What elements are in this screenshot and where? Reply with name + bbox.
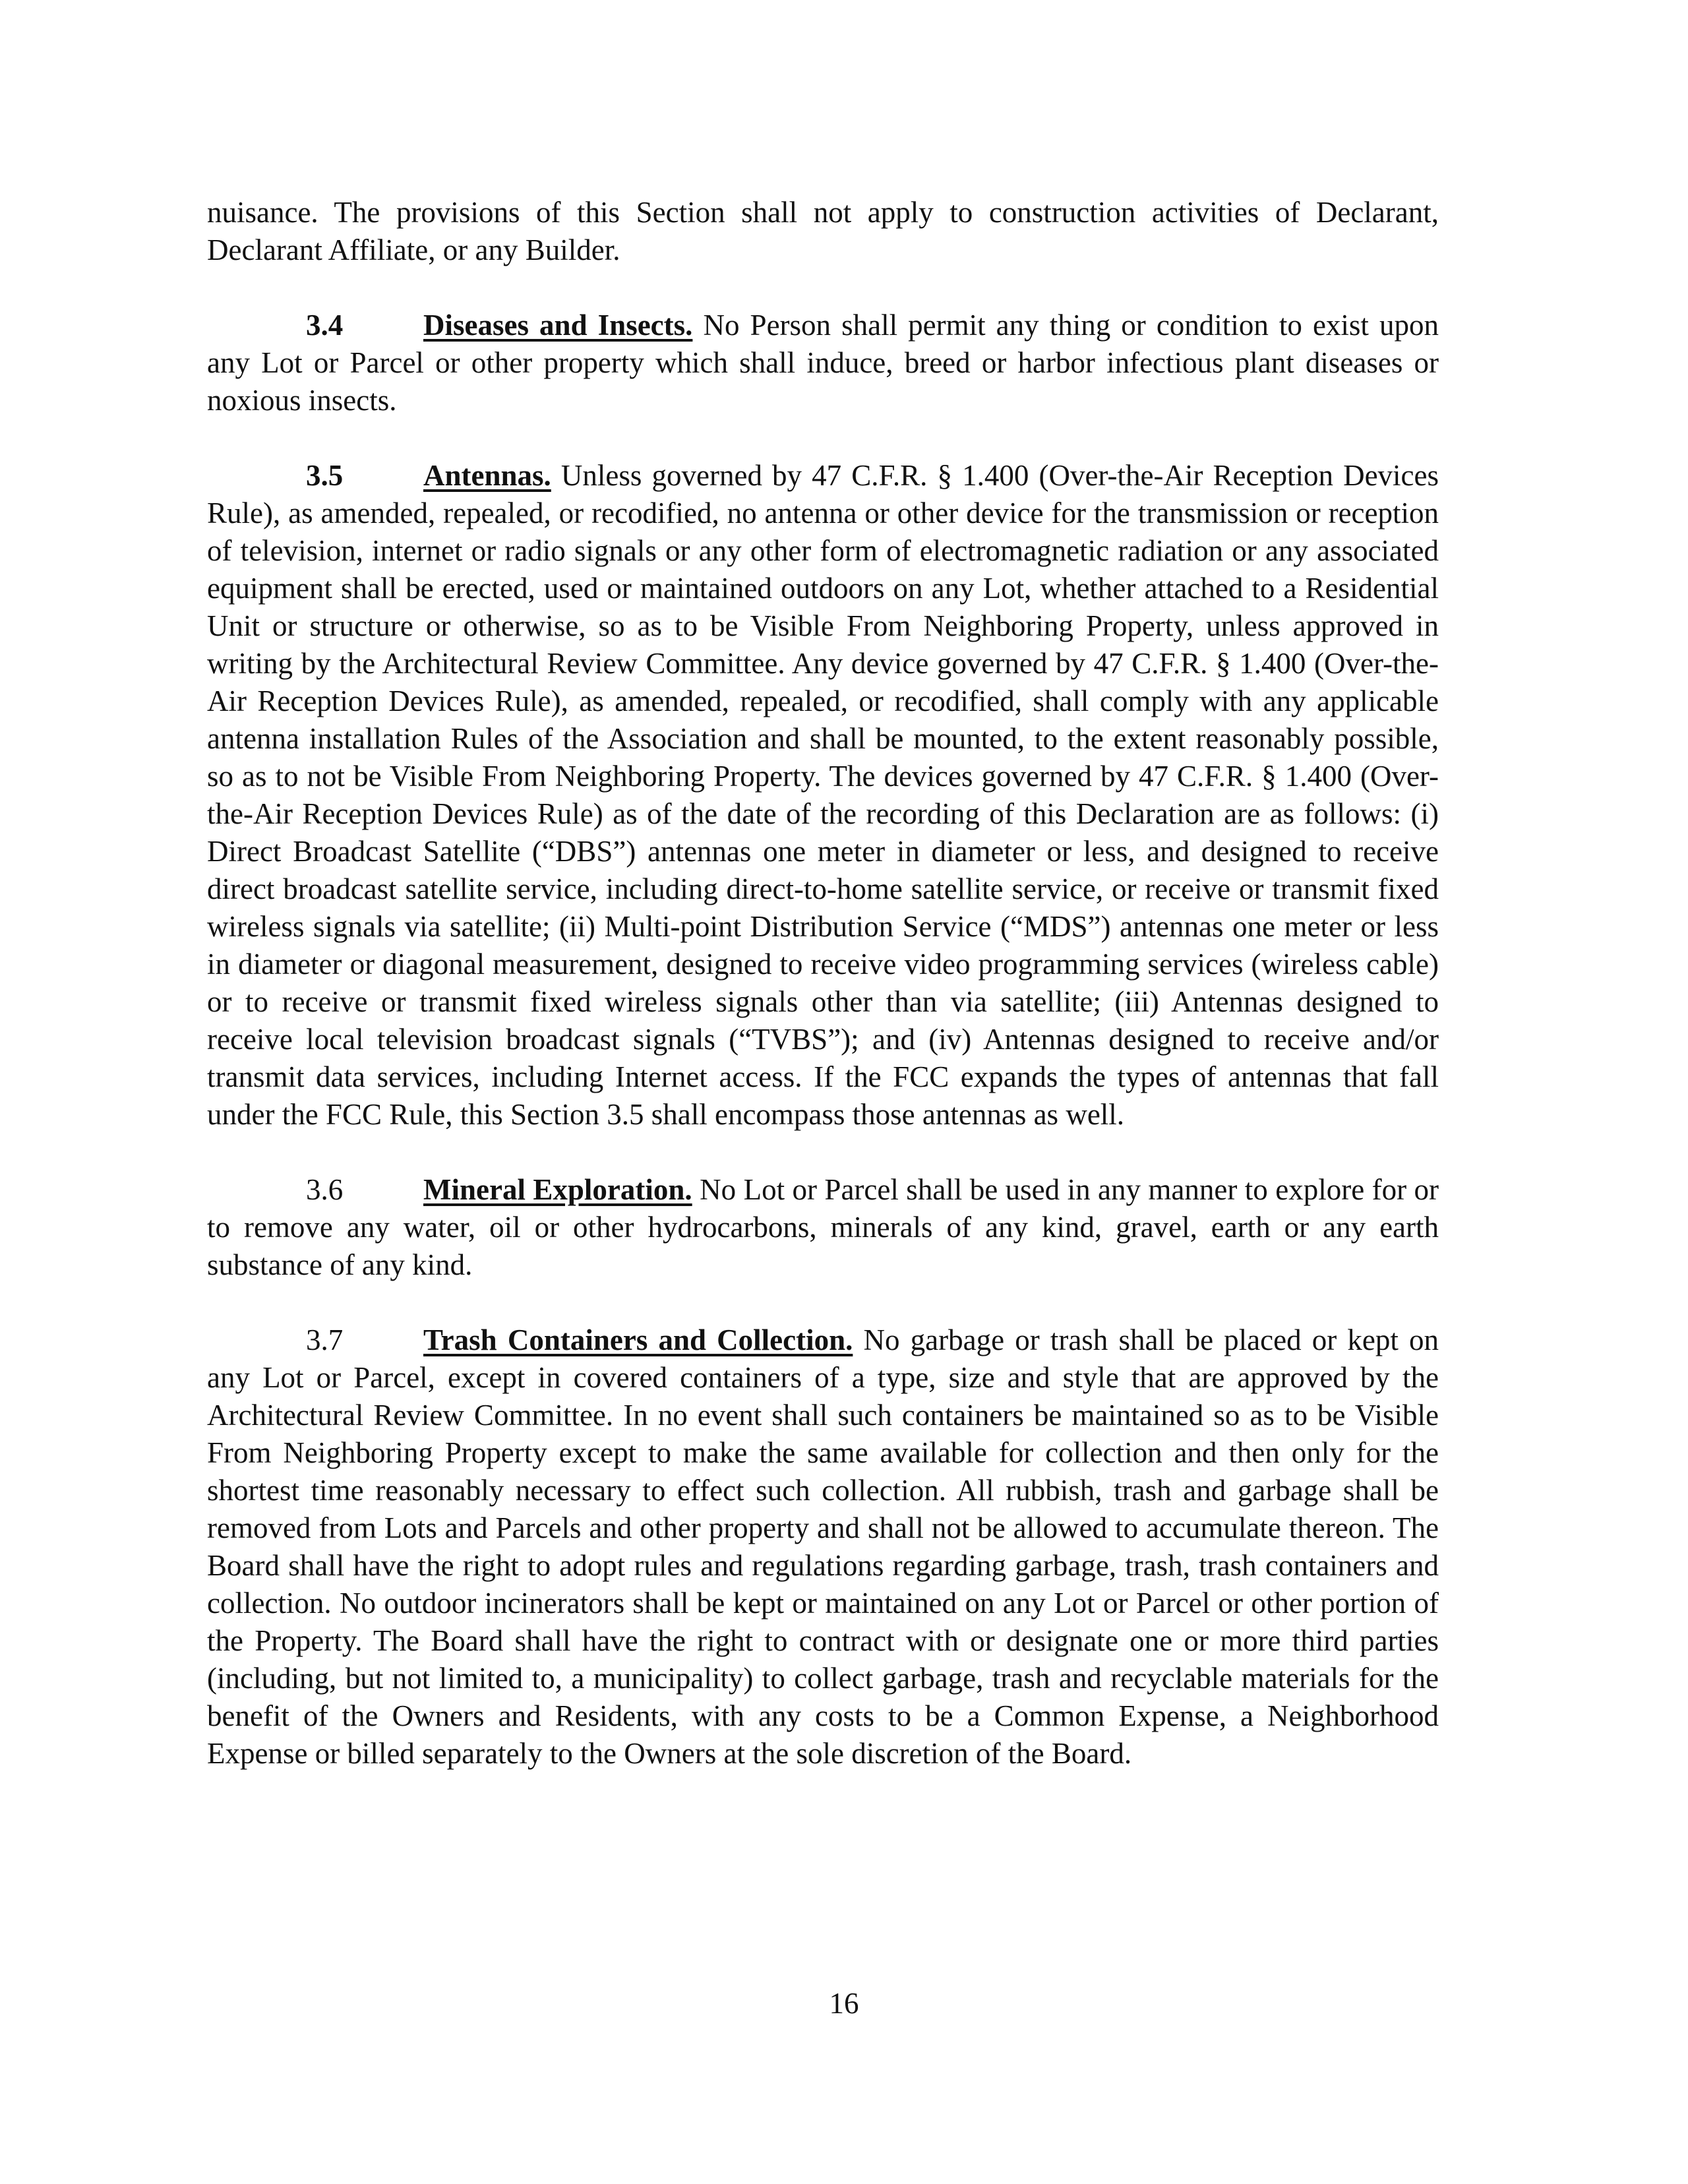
section-heading: Diseases and Insects.	[423, 309, 693, 342]
section-3-4	[207, 307, 1439, 419]
section-heading: Trash Containers and Collection.	[423, 1323, 853, 1356]
section-body: No Person shall permit any thing or condition to exist upon any Lot or Parcel or other property which shall induce, breed or harbor infectious plant diseases or noxious insects.	[207, 309, 1439, 417]
section-heading: Antennas.	[423, 459, 551, 492]
page-body	[207, 194, 1439, 1773]
section-3-6	[207, 1171, 1439, 1284]
section-body: No garbage or trash shall be placed or kept on any Lot or Parcel, except in covered containers of a type, size and style that are approved by the Architectural Review Committee. In no event shall such containers be maintained so as to be Visible From Neighboring Property except to make the same available for collection and then only for the shortest time reasonably necessary to effect such collection. All rubbish, trash and garbage shall be removed from Lots and Parcels and other property and shall not be allowed to accumulate thereon. The Board shall have the right to adopt rules and regulations regarding garbage, trash, trash containers and collection. No outdoor incinerators shall be kept or maintained on any Lot or Parcel or other portion of the Property. The Board shall have the right to contract with or designate one or more third parties (including, but not limited to, a municipality) to collect garbage, trash and recyclable materials for the benefit of the Owners and Residents, with any costs to be a Common Expense, a Neighborhood Expense or billed separately to the Owners at the sole discretion of the Board.	[207, 1323, 1439, 1770]
section-number: 3.4	[306, 309, 344, 342]
section-number: 3.7	[306, 1323, 344, 1356]
section-number: 3.5	[306, 459, 344, 492]
opening-paragraph: nuisance. The provisions of this Section shall not apply to construction activities of Declarant, Declarant Affiliate, or any Builder.	[207, 196, 1439, 266]
section-3-7	[207, 1321, 1439, 1773]
section-heading: Mineral Exploration.	[423, 1173, 692, 1206]
section-body: No Lot or Parcel shall be used in any manner to explore for or to remove any water, oil or other hydrocarbons, minerals of any kind, gravel, earth or any earth substance of any kind.	[207, 1173, 1439, 1281]
section-body: Unless governed by 47 C.F.R. § 1.400 (Over-the-Air Reception Devices Rule), as amended, repealed, or recodified, no antenna or other device for the transmission or reception of television, internet or radio signals or any other form of electromagnetic radiation or any associated equipment shall be erected, used or maintained outdoors on any Lot, whether attached to a Residential Unit or structure or otherwise, so as to be Visible From Neighboring Property, unless approved in writing by the Architectural Review Committee. Any device governed by 47 C.F.R. § 1.400 (Over-the-Air Reception Devices Rule), as amended, repealed, or recodified, shall comply with any applicable antenna installation Rules of the Association and shall be mounted, to the extent reasonably possible, so as to not be Visible From Neighboring Property. The devices governed by 47 C.F.R. § 1.400 (Over-the-Air Reception Devices Rule) as of the date of the recording of this Declaration are as follows: (i) Direct Broadcast Satellite (“DBS”) antennas one meter in diameter or less, and designed to receive direct broadcast satellite service, including direct-to-home satellite service, or receive or transmit fixed wireless signals via satellite; (ii) Multi-point Distribution Service (“MDS”) antennas one meter or less in diameter or diagonal measurement, designed to receive video programming services (wireless cable) or to receive or transmit fixed wireless signals other than via satellite; (iii) Antennas designed to receive local television broadcast signals (“TVBS”); and (iv) Antennas designed to receive and/or transmit data services, including Internet access. If the FCC expands the types of antennas that fall under the FCC Rule, this Section 3.5 shall encompass those antennas as well.	[207, 459, 1439, 1131]
page-number: 16	[829, 1987, 859, 2020]
section-number: 3.6	[306, 1173, 344, 1206]
section-3-5	[207, 457, 1439, 1134]
